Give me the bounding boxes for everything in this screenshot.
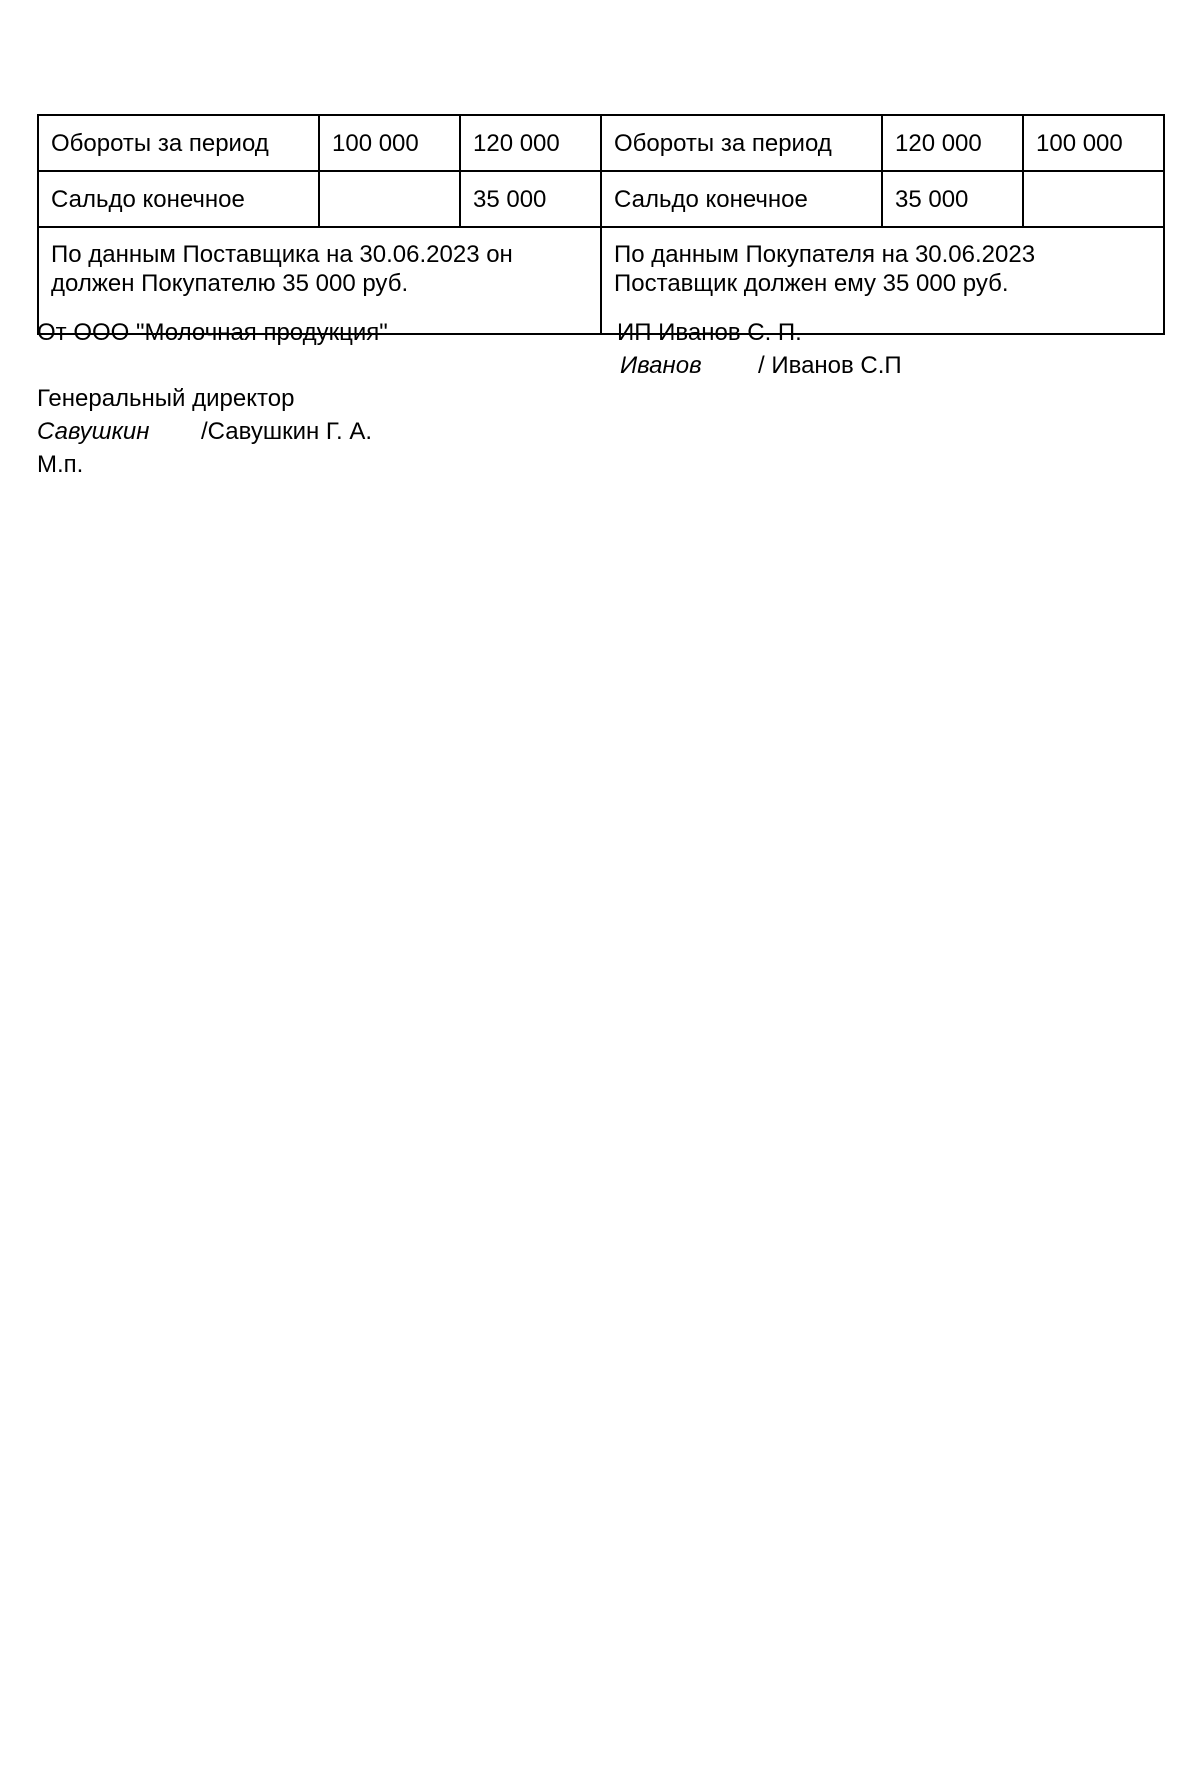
balance-label-buyer: Сальдо конечное (601, 171, 882, 227)
table-row-turnover (38, 115, 1164, 171)
supplier-signature: Савушкин (37, 418, 150, 445)
supplier-from: От ООО "Молочная продукция" (37, 319, 388, 346)
turnover-debit-buyer: 120 000 (882, 115, 1023, 171)
balance-label-supplier: Сальдо конечное (38, 171, 319, 227)
supplier-name: /Савушкин Г. А. (201, 418, 372, 445)
turnover-credit-supplier: 120 000 (460, 115, 601, 171)
conclusion-buyer: По данным Покупателя на 30.06.2023 Поставщик должен ему 35 000 руб. (601, 227, 1164, 334)
balance-debit-buyer: 35 000 (882, 171, 1023, 227)
turnover-credit-buyer: 100 000 (1023, 115, 1164, 171)
table-row-closing-balance (38, 171, 1164, 227)
turnover-debit-supplier: 100 000 (319, 115, 460, 171)
balance-debit-supplier (319, 171, 460, 227)
balance-credit-buyer (1023, 171, 1164, 227)
buyer-company: ИП Иванов С. П. (617, 319, 802, 346)
buyer-signature: Иванов (620, 352, 702, 379)
reconciliation-table (37, 114, 1165, 335)
buyer-name: / Иванов С.П (758, 352, 902, 379)
supplier-position: Генеральный директор (37, 385, 295, 412)
turnover-label-supplier: Обороты за период (38, 115, 319, 171)
supplier-stamp: М.п. (37, 451, 84, 478)
balance-credit-supplier: 35 000 (460, 171, 601, 227)
turnover-label-buyer: Обороты за период (601, 115, 882, 171)
conclusion-supplier: По данным Поставщика на 30.06.2023 он должен Покупателю 35 000 руб. (38, 227, 601, 334)
